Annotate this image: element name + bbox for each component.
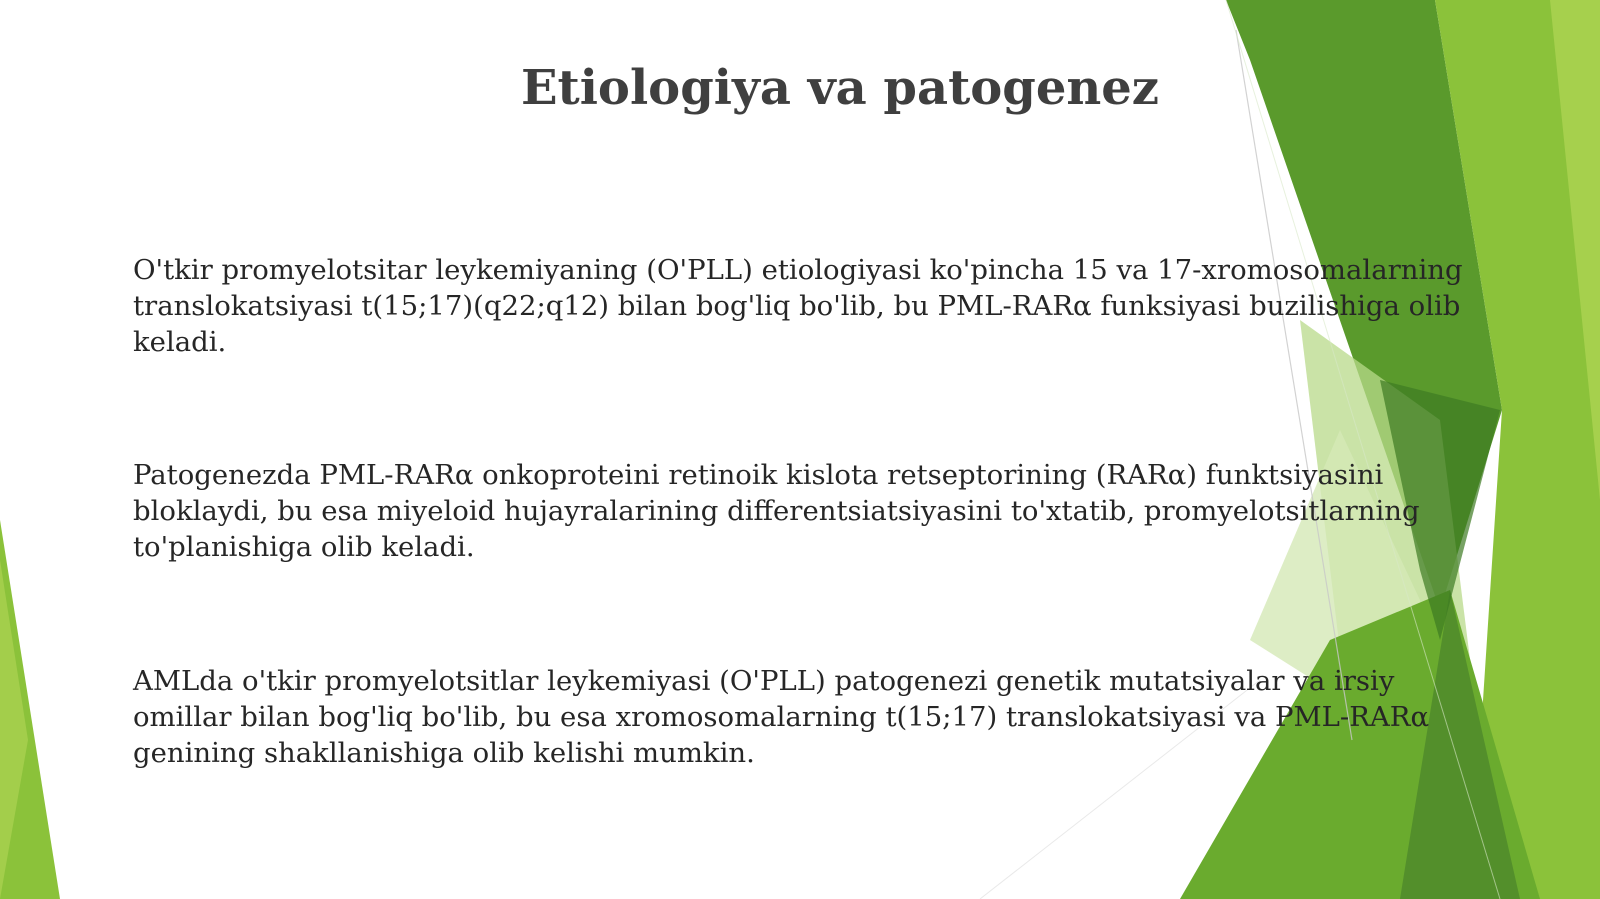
- slide-title: Etiologiya va patogenez: [520, 60, 1160, 116]
- paragraph-pathogenesis: Patogenezda PML-RARα onkoproteini retinoik kislota retseptorining (RARα) funktsiyasini bloklaydi, bu esa miyeloid hujayralarining differentsiatsiyasini to'xtatib, promyelotsitlarning to'planishiga olib keladi.: [133, 459, 1420, 563]
- paragraph-aml-genetics: AMLda o'tkir promyelotsitlar leykemiyasi (O'PLL) patogenezi genetik mutatsiyalar va irsiy omillar bilan bog'liq bo'lib, bu esa xromosomalarning t(15;17) translokatsiyasi va PML-RARα genining shakllanishiga olib kelishi mumkin.: [133, 665, 1430, 769]
- paragraph-etiology: O'tkir promyelotsitar leykemiyaning (O'PLL) etiologiyasi ko'pincha 15 va 17-xromosomalarning translokatsiyasi t(15;17)(q22;q12) bilan bog'liq bo'lib, bu PML-RARα funksiyasi buzilishiga olib keladi.: [133, 254, 1463, 358]
